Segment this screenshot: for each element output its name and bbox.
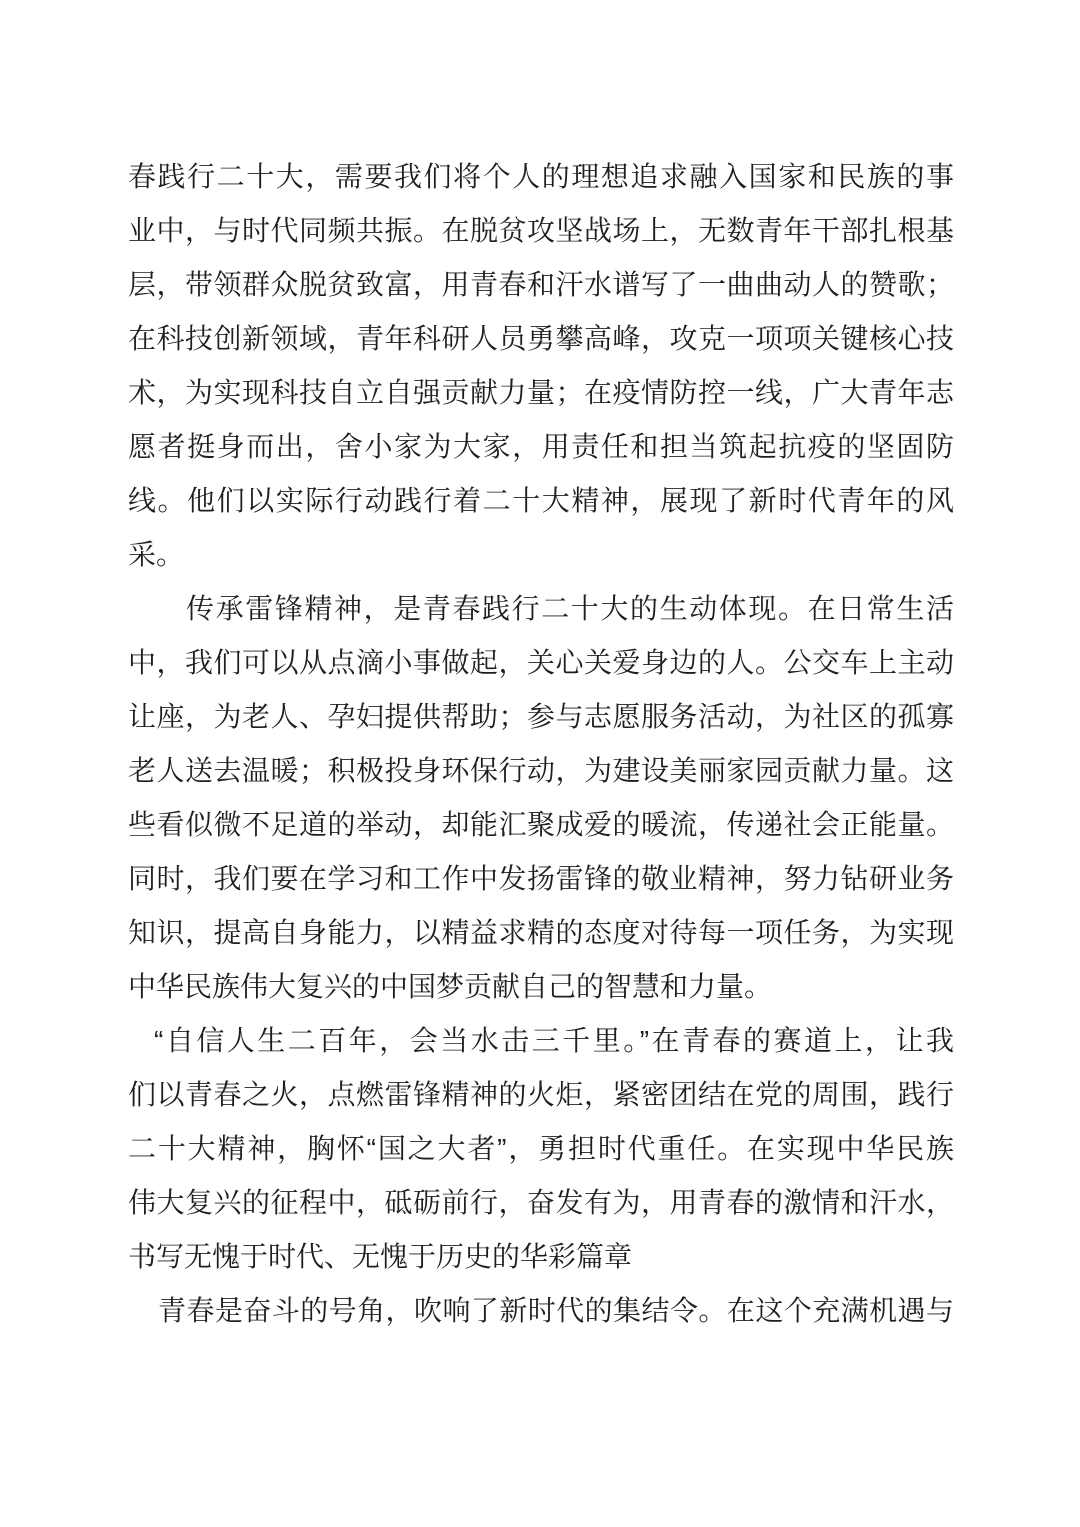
text-line: 知识，提高自身能力，以精益求精的态度对待每一项任务，为实现: [128, 917, 954, 948]
text-line: 们以青春之火，点燃雷锋精神的火炬，紧密团结在党的周围，践行: [128, 1079, 954, 1110]
paragraph: [128, 1284, 954, 1338]
text-line: 春践行二十大，需要我们将个人的理想追求融入国家和民族的事: [128, 161, 954, 192]
paragraph: [128, 150, 954, 582]
text-line: 伟大复兴的征程中，砥砺前行，奋发有为，用青春的激情和汗水，: [128, 1187, 954, 1218]
text-line: 愿者挺身而出，舍小家为大家，用责任和担当筑起抗疫的坚固防: [128, 431, 954, 462]
text-line: “自信人生二百年，会当水击三千里。”在青春的赛道上，让我: [154, 1025, 954, 1056]
text-line: 中，我们可以从点滴小事做起，关心关爱身边的人。公交车上主动: [128, 647, 954, 678]
text-line: 在科技创新领域，青年科研人员勇攀高峰，攻克一项项关键核心技: [128, 323, 954, 354]
text-line: 采。: [128, 539, 185, 570]
text-line: 术，为实现科技自立自强贡献力量；在疫情防控一线，广大青年志: [128, 377, 954, 408]
text-line: 线。他们以实际行动践行着二十大精神，展现了新时代青年的风: [128, 485, 954, 516]
text-line: 老人送去温暖；积极投身环保行动，为建设美丽家园贡献力量。这: [128, 755, 954, 786]
text-line: 层，带领群众脱贫致富，用青春和汗水谱写了一曲曲动人的赞歌；: [128, 269, 954, 300]
paragraph: [128, 582, 954, 1014]
text-line: 中华民族伟大复兴的中国梦贡献自己的智慧和力量。: [128, 971, 773, 1002]
text-line: 青春是奋斗的号角，吹响了新时代的集结令。在这个充满机遇与: [158, 1295, 954, 1326]
text-line: 业中，与时代同频共振。在脱贫攻坚战场上，无数青年干部扎根基: [128, 215, 954, 246]
document-body: [128, 150, 954, 1338]
text-line: 些看似微不足道的举动，却能汇聚成爱的暖流，传递社会正能量。: [128, 809, 954, 840]
text-line: 同时，我们要在学习和工作中发扬雷锋的敬业精神，努力钻研业务: [128, 863, 954, 894]
paragraph: [128, 1014, 954, 1284]
text-line: 让座，为老人、孕妇提供帮助；参与志愿服务活动，为社区的孤寡: [128, 701, 954, 732]
text-line: 传承雷锋精神，是青春践行二十大的生动体现。在日常生活: [186, 593, 954, 624]
text-line: 书写无愧于时代、无愧于历史的华彩篇章: [128, 1241, 633, 1272]
text-line: 二十大精神，胸怀“国之大者”，勇担时代重任。在实现中华民族: [128, 1133, 954, 1164]
